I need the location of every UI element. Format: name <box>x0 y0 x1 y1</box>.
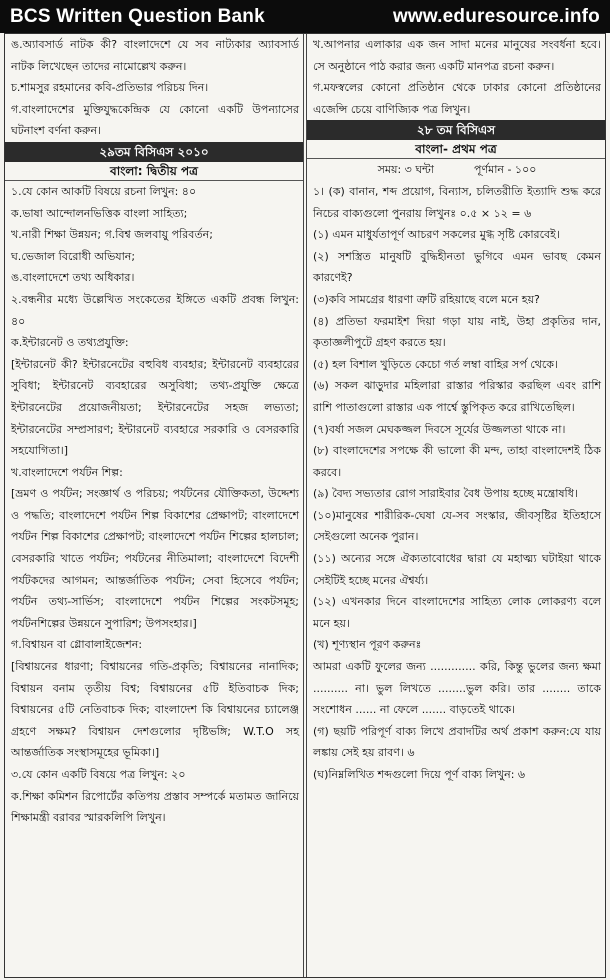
exam-full-marks: পূর্ণমান - ১০০ <box>473 163 537 177</box>
question-line: ঘ.ভেজাল বিরোধী অভিযান; <box>11 249 136 263</box>
question-line: (১০)মানুষের শারীরিক-ঘেষা যে-সব সংস্কার, জীবসৃষ্টির ইতিহাসে সেইগুলো অনেক পুরান। <box>313 508 601 544</box>
question-line: (১২) এখনকার দিনে বাংলাদেশের সাহিত্য লোক লোকরণ্য বলে মনে হয়। <box>313 595 601 630</box>
right-top-line: খ.আপনার এলাকার এক জন সাদা মনের মানুষের সংবর্ধনা হবে। সে অনুষ্ঠানে পাঠ করার জন্য একটি মানপত্র রচনা করুন। <box>313 38 601 73</box>
right-column <box>307 34 605 977</box>
site-banner <box>0 0 610 33</box>
section-heading-28th-bcs: ২৮ তম বিসিএস <box>307 120 605 140</box>
left-column <box>5 34 303 977</box>
question-line: ২.বন্ধনীর মধ্যে উল্লেখিত সংকেতের ইঙ্গিতে একটি প্রবন্ধ লিখুন: ৪০ <box>11 292 299 328</box>
question-line: (৫) হল বিশাল খুড়িতে কেচো গর্ত লম্বা বাহির সর্প থেকে। <box>313 357 558 371</box>
question-line: ৩.যে কোন একটি বিষয়ে পত্র লিখুন: ২০ <box>11 768 186 781</box>
right-top-line: গ.মফস্বলের কোনো প্রতিষ্ঠান থেকে ঢাকার কোনো প্রতিষ্ঠানের এজেন্সি চেয়ে বাণিজ্যিক পত্র লিখুন। <box>313 81 601 116</box>
banner-site-url[interactable]: www.eduresource.info <box>392 5 600 27</box>
left-top-line: ঙ.অ্যাবসার্ড নাটক কী? বাংলাদেশে যে সব নাট্যকার অ্যাবসার্ড নাটক লিখেছেন তাদের নামোল্লেখ করুন। <box>11 38 299 73</box>
question-line: (৭)বর্ষা সজল মেঘকজ্জল দিবসে সূর্যের উজ্জলতা থাকে না। <box>313 422 566 436</box>
section-heading-29th-bcs: ২৯তম বিসিএস ২০১০ <box>5 142 303 162</box>
question-line: ১। (ক) বানান, শব্দ প্রয়োগ, বিন্যাস, চলিতরীতি ইত্যাদি শুদ্ধ করে নিচের বাক্যগুলো পুনরায় লিখুনঃ ০.৫ × ১২ = ৬ <box>313 184 601 220</box>
question-line: ১.যে কোন আকটি বিষয়ে রচনা লিখুন: ৪০ <box>11 184 197 198</box>
section-subheading: বাংলা- প্রথম পত্র <box>307 140 605 159</box>
question-line: ক.ভাষা আন্দোলনভিত্তিক বাংলা সাহিত্য; <box>11 206 188 220</box>
question-line: (৯) বৈদ্য সভ্যতার রোগ সারাইবার বৈধ উপায় হচ্ছে মন্ত্রোষধি। <box>313 487 578 501</box>
question-line: [ইন্টারনেট কী? ইন্টারনেটের বহুবিধ ব্যবহার; ইন্টারনেট ব্যবহারের সুবিধা; ইন্টারনেট ব্যবহারের অসুবিধা; তথ্য-প্রযুক্তি ক্ষেত্রে ইন্টারনেটের প্রয়োজনীয়তা; ইন্টারনেটের সহজ লভ্যতা; ইন্টারনেটের সম্প্রসারণ; ইন্টারনেট ব্যবহারে সরকারি ও বেসরকারি সহযোগিতা।] <box>11 357 299 458</box>
document-page <box>4 33 606 978</box>
question-line: (৬) সকল ঝাড়ুদার মহিলারা রাস্তার পরিস্কার করছিল এবং রাশি রাশি পাতাগুলো রাস্তার এক পার্শ্বে স্তুপিকৃত করে রাখিতেছিল। <box>313 379 601 414</box>
question-line: খ.নারী শিক্ষা উন্নয়ন; গ.বিশ্ব জলবায়ু পরিবর্তন; <box>11 228 213 242</box>
question-line: (৪) প্রতিভা ফরমাইশ দিয়া গড়া যায় নাই, উহা প্রকৃতির দান, কৃতাজ্ঞলীপুটে গ্রহণ করতে হয়। <box>313 314 601 350</box>
question-line: (১) এমন মাধুর্যতাপূর্ণ আচরণ সকলের মুগ্ধ সৃষ্টি কোরবেই। <box>313 228 560 242</box>
question-line: (৩)কবি সামগ্রের ধারণা ত্রুটি রহিয়াছে বলে মনে হয়? <box>313 292 540 306</box>
question-line: খ.বাংলাদেশে পর্যটন শিল্প: <box>11 465 123 479</box>
question-line: (৮) বাংলাদেশের সপক্ষে কী ভালো কী মন্দ, তাহা বাংলাদেশই ঠিক করবে। <box>313 444 601 479</box>
question-line: (২) সশস্ত্রিত মানুষটি বুদ্ধিহীনতা ভুগিবে এমন ভাবছ কেমন কারণেই? <box>313 249 601 285</box>
question-line: ঙ.বাংলাদেশে তথ্য অধিকার। <box>11 271 135 285</box>
banner-title: BCS Written Question Bank <box>10 5 265 27</box>
question-line: ক.শিক্ষা কমিশন রিপোর্টের কতিপয় প্রস্তাব সম্পর্কে মতামত জানিয়ে শিক্ষামন্ত্রী বরাবর স্মারকলিপি লিখুন। <box>11 789 299 825</box>
question-line: (১১) অন্যের সঙ্গে ঐক্যতাবোধের দ্বারা যে মহাত্ম্য ঘটাইয়া থাকে সেইটিই হচ্ছে মনের ঐশ্বর্য্য। <box>313 552 601 587</box>
question-line: (খ) শূণ্যস্থান পূরণ করুনঃ <box>313 638 422 652</box>
question-line: [ভ্রমণ ও পর্যটন; সংজ্ঞার্থ ও পরিচয়; পর্যটনের যৌক্তিকতা, উদ্দেশ্য ও পদ্ধতি; বাংলাদেশে পর্যটন শিল্প বিকাশের প্রেক্ষাপট; বাংলাদেশে পর্যটন শিল্প বিকাশের প্রেক্ষাপট; বাংলাদেশে পর্যটন শিল্পের হালচাল; বেসরকারি খাতে পর্যটন; পর্যটনের নীতিমালা; বাংলাদেশে বিদেশী পর্যটকদের আগমন; আন্তর্জাতিক পর্যটন; সেবা হিসেবে পর্যটন; পর্যটন তথ্য-সার্ভিস; বাংলাদেশে পর্যটন শিল্পের সংকটসমূহ; পর্যটনশিল্পের উন্নয়নে সুপারিশ; উপসংহার।] <box>11 487 299 630</box>
exam-meta <box>313 159 601 181</box>
section-subheading: বাংলা: দ্বিতীয় পত্র <box>5 162 303 181</box>
question-line: (ঘ)নিম্নলিখিত শব্দগুলো দিয়ে পূর্ণ বাক্য লিখুন: ৬ <box>313 768 526 781</box>
question-line: (গ) ছয়টি পরিপূর্ণ বাক্য লিখে প্রবাদটির অর্থ প্রকাশ করুন:যে যায় লঙ্কায় সেই হয় রাবণ। ৬ <box>313 724 601 760</box>
question-line: [বিশ্বায়নের ধারণা; বিশ্বায়নের গতি-প্রকৃতি; বিশ্বায়নের নানাদিক; বিশ্বায়ন বনাম তৃতীয় বিশ্ব; বিশ্বায়নের ৫টি ইতিবাচক দিক; বিশ্বায়নের ৫টি নেতিবাচক দিক; বাংলাদেশ কি বিশ্বায়নের চ্যালেঞ্জ গ্রহণে সক্ষম? বিশ্বায়ন দেশগুলোর দৃষ্টিভঙ্গি; W.T.O সহ আন্তর্জাতিক সংস্থাসমূহের ভূমিকা।] <box>11 660 299 760</box>
left-top-line: গ.বাংলাদেশের মুক্তিযুদ্ধকেন্দ্রিক যে কোনো একটি উপন্যাসের ঘটনাংশ বর্ণনা করুন। <box>11 102 299 138</box>
question-line: ক.ইন্টারনেট ও তথ্যপ্রযুক্তি: <box>11 336 129 350</box>
question-line: আমরা একটি ফুলের জন্য ............. করি, কিন্তু ভুলের জন্য ক্ষমা .......... না। ভুল লিখতে ........ভুল করি। তার ........ তাকে সংশোধন ...... না ফেলে ....... বাড়তেই থাকে। <box>313 660 601 717</box>
left-top-line: চ.শামসুর রহমানের কবি-প্রতিভার পরিচয় দিন। <box>11 81 209 95</box>
question-line: গ.বিশ্বায়ন বা গ্লোবালাইজেশন: <box>11 638 143 652</box>
exam-time: সময়: ৩ ঘন্টা <box>377 163 434 177</box>
